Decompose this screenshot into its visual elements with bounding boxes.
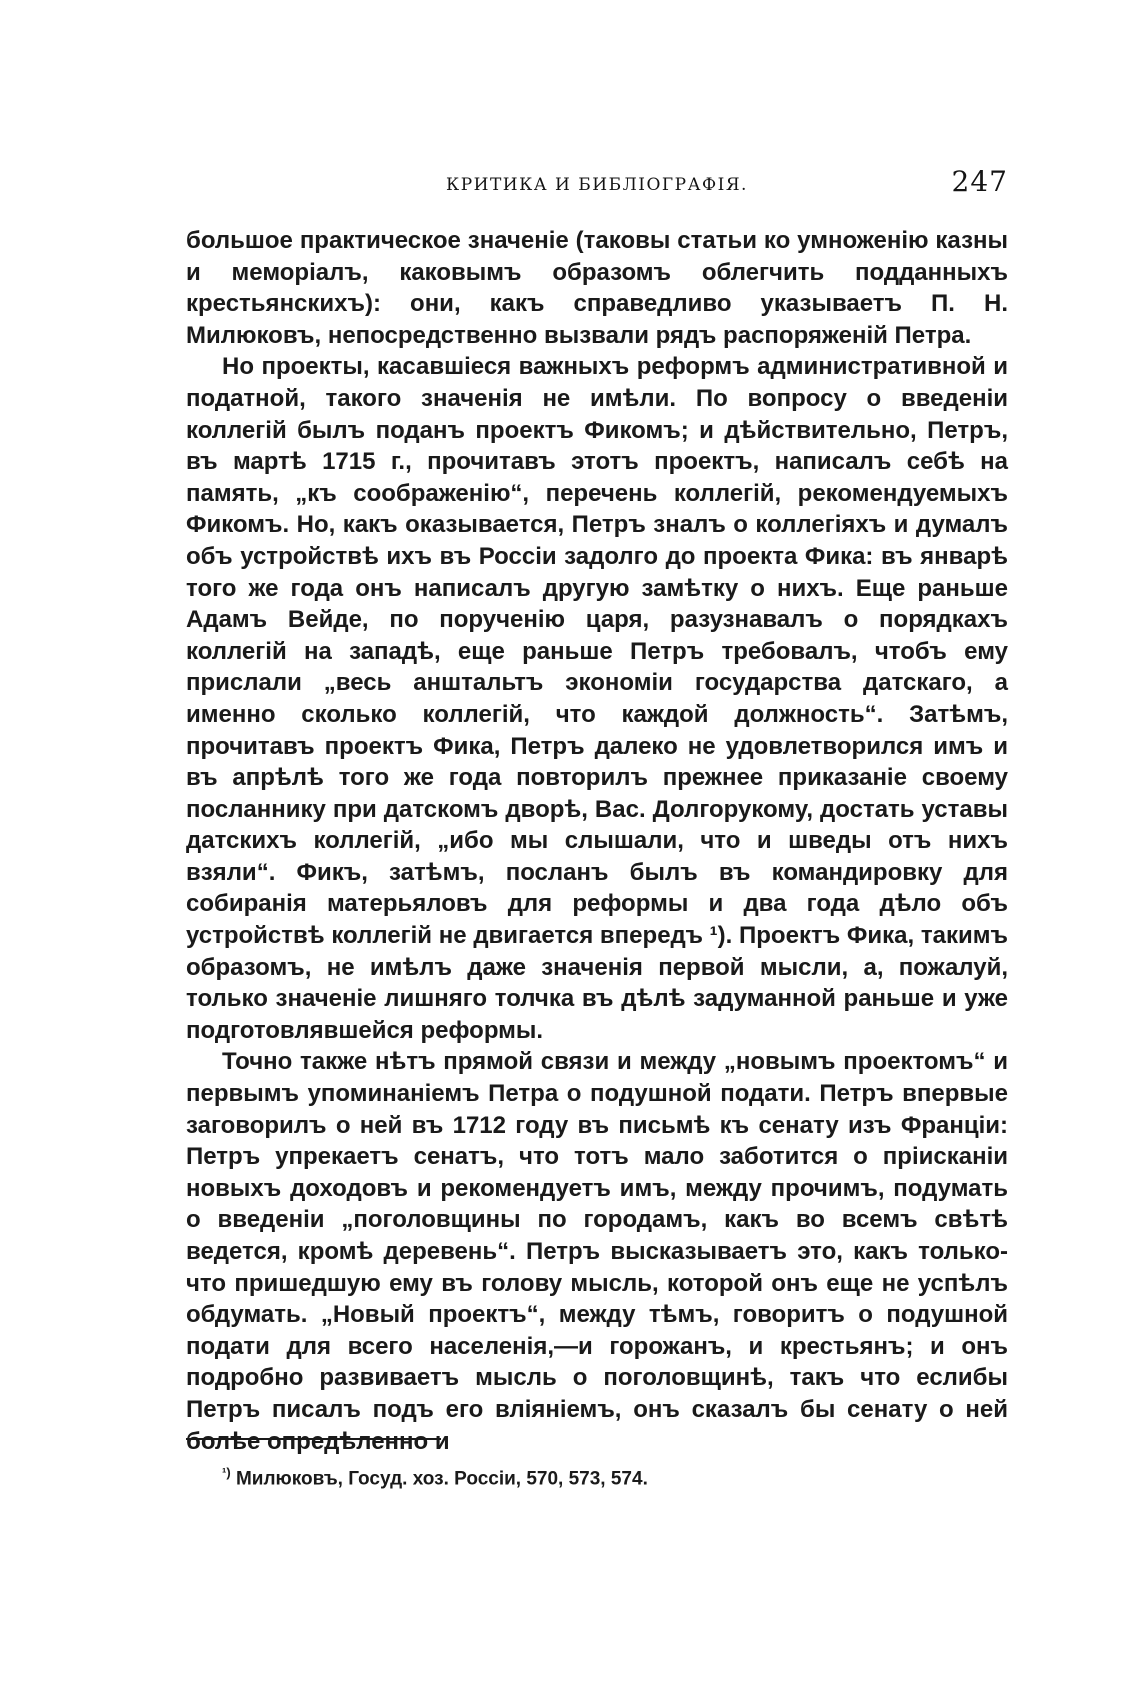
paragraph-colleges: Но проекты, касавшіеся важныхъ реформъ административной и податной, такого значенія не имѣли. По вопросу о введеніи коллегій былъ поданъ проектъ Фикомъ; и дѣйствительно, Петръ, въ мартѣ 1715 г., прочитавъ этотъ проектъ, написалъ себѣ на память, „къ соображенію“, перечень коллегій, рекомендуемыхъ Фикомъ. Но, какъ оказывается, Петръ зналъ о коллегіяхъ и думалъ объ устройствѣ ихъ въ Россіи задолго до проекта Фика: въ январѣ того же года онъ написалъ другую замѣтку о нихъ. Еще раньше Адамъ Вейде, по порученію царя, разузнавалъ о порядкахъ коллегій на западѣ, еще раньше Петръ требовалъ, чтобъ ему прислали „весь анштальтъ экономіи государства датскаго, а именно сколько коллегій, что каждой должность“. Затѣмъ, прочитавъ проектъ Фика, Петръ далеко не удовлетворился имъ и въ апрѣлѣ того же года повторилъ прежнее приказаніе своему посланнику при датскомъ дворѣ, Вас. Долгорукому, достать уставы датскихъ коллегій, „ибо мы слышали, что и шведы отъ нихъ взяли“. Фикъ, затѣмъ, посланъ былъ въ командировку для собиранія матерьяловъ для реформы и два года дѣло объ устройствѣ коллегій не двигается впередъ ¹). Проектъ Фика, такимъ образомъ, не имѣлъ даже значенія первой мысли, а, пожалуй, только значеніе лишняго толчка въ дѣлѣ задуманной раньше и уже подготовлявшейся реформы. — [186, 353, 1008, 1044]
footnote-marker: ¹) — [222, 1465, 231, 1480]
page-header — [186, 165, 1008, 201]
page-number: 247 — [951, 165, 1008, 198]
paragraph-poll-tax: Точно также нѣтъ прямой связи и между „новымъ проектомъ“ и первымъ упоминаніемъ Петра о подушной подати. Петръ впервые заговорилъ о ней въ 1712 году въ письмѣ къ сенату изъ Франціи: Петръ упрекаетъ сенатъ, что тотъ мало заботится о пріисканіи новыхъ доходовъ и рекомендуетъ имъ, между прочимъ, подумать о введеніи „поголовщины по городамъ, какъ во всемъ свѣтѣ ведется, кромѣ деревень“. Петръ высказываетъ это, какъ только-что пришедшую ему въ голову мысль, которой онъ еще не успѣлъ обдумать. „Новый проектъ“, между тѣмъ, говоритъ о подушной подати для всего населенія,—и горожанъ, и крестьянъ; и онъ подробно развиваетъ мысль о поголовщинѣ, такъ что еслибы Петръ писалъ подъ его вліяніемъ, онъ сказалъ бы сенату о ней болѣе опредѣленно и — [186, 1048, 1008, 1455]
page-body — [186, 225, 1008, 1457]
footnote-rule — [186, 1438, 441, 1440]
footnote-text: Милюковъ, Госуд. хоз. Россіи, 570, 573, 574. — [235, 1468, 648, 1490]
running-title: КРИТИКА И БИБЛІОГРАФІЯ. — [446, 175, 748, 195]
footnote — [222, 1465, 648, 1490]
paragraph-continuation: большое практическое значеніе (таковы статьи ко умноженію казны и меморіалъ, каковымъ образомъ облегчить подданныхъ крестьянскихъ): они, какъ справедливо указываетъ П. Н. Милюковъ, непосредственно вызвали рядъ распоряженій Петра. — [186, 227, 1008, 349]
